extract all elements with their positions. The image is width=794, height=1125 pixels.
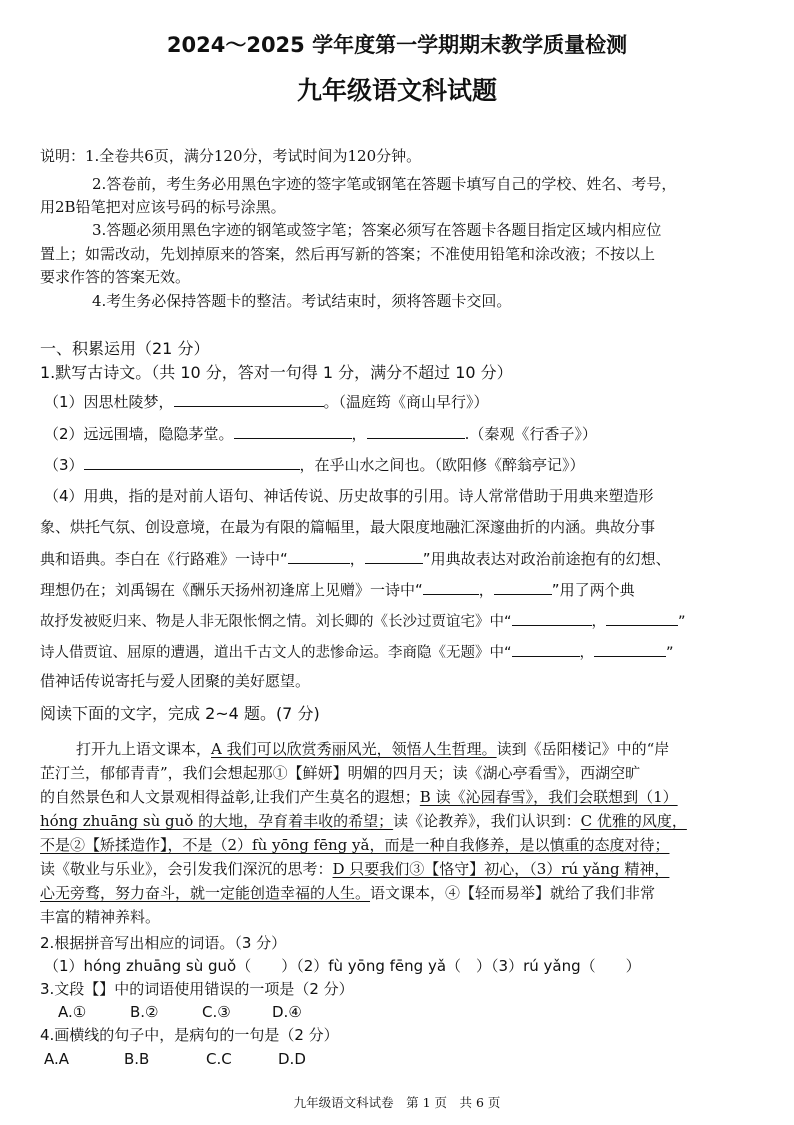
instruction-line-1: 说明：1.全卷共6页，满分120分，考试时间为120分钟。 (40, 147, 422, 165)
q1-4-line-6 (40, 640, 674, 664)
q1-4-line-1: （4）用典，指的是对前人语句、神话传说、历史故事的引用。诗人常常借助于用典来塑造形 (44, 487, 654, 505)
q3-option-b[interactable]: B.② (130, 1003, 159, 1021)
question-1-title: 1.默写古诗文。（共 10 分，答对一句得 1 分，满分不超过 10 分） (40, 363, 513, 382)
q4-option-a[interactable]: A.A (44, 1050, 70, 1068)
answer-blank[interactable] (512, 640, 580, 657)
q4-option-d[interactable]: D.D (278, 1050, 306, 1068)
q1-4-line-3 (40, 547, 671, 570)
passage-text: 的自然景色和人文景观相得益彰,让我们产生莫名的遐想； (40, 788, 420, 806)
q3-option-d[interactable]: D.④ (272, 1003, 302, 1021)
passage-line-6 (40, 858, 669, 880)
instruction-line-2: 2.答卷前，考生务必用黑色字迹的签字笔或钢笔在答题卡填写自己的学校、姓名、考号， (92, 175, 677, 193)
question-1-1 (44, 390, 489, 413)
underlined-sentence-d: D 只要我们③【恪守】初心，（3）rú yǎng 精神， (332, 860, 670, 878)
passage-text: 打开九上语文课本， (76, 740, 212, 758)
q1-4-line-6-tail: ” (666, 645, 674, 661)
q1-4-line-6-text: 诗人借贾谊、屈原的遭遇，道出千古文人的悲惨命运。李商隐《无题》中“ (40, 645, 512, 661)
comma: ， (579, 645, 595, 661)
q1-3-text-a: （3） (44, 456, 84, 474)
q1-4-line-5 (40, 609, 686, 633)
passage-line-2: 芷汀兰，郁郁青青”，我们会想起那①【鲜妍】明媚的四月天；读《湖心亭看雪》，西湖空旷 (40, 764, 641, 782)
instruction-line-6: 要求作答的答案无效。 (40, 268, 191, 286)
comma: ， (349, 550, 365, 568)
instruction-line-3: 用2B铅笔把对应该号码的标号涂黑。 (40, 198, 286, 216)
section-heading: 一、积累运用（21 分） (40, 339, 210, 358)
q1-4-line-5-text: 故抒发被贬归来、物是人非无限怅惘之情。刘长卿的《长沙过贾谊宅》中“ (40, 614, 512, 630)
passage-line-7 (40, 882, 655, 904)
q4-option-c[interactable]: C.C (206, 1050, 232, 1068)
passage-line-5 (40, 834, 669, 856)
q1-4-line-3-text: 典和语典。李白在《行路难》一诗中“ (40, 550, 288, 568)
question-2-items: （1）hóng zhuāng sù guǒ（ ）（2）fù yōng fēng yǎ（ ）（3）rú yǎng（ ） (44, 957, 641, 975)
question-1-2 (44, 422, 597, 445)
question-4-title: 4.画横线的句子中，是病句的一句是（2 分） (40, 1026, 339, 1044)
q1-4-line-2: 象、烘托气氛、创设意境，在最为有限的篇幅里，最大限度地融汇深邃曲折的内涵。典故分事 (40, 518, 656, 536)
answer-blank[interactable] (594, 640, 666, 657)
q1-1-text-b: 。（温庭筠《商山早行》） (323, 393, 489, 411)
answer-blank[interactable] (365, 547, 423, 564)
underlined-sentence-c-cont: 不是②【矫揉造作】，不是（2）fù yōng fēng yǎ，而是一种自我修养，是以慎重的态度对待； (40, 836, 670, 854)
passage-line-3 (40, 786, 678, 808)
q1-2-text-b: ， (351, 425, 367, 443)
passage-line-1 (76, 738, 669, 760)
q1-3-text-b: ，在乎山水之间也。（欧阳修《醉翁亭记》） (299, 456, 585, 474)
q4-option-b[interactable]: B.B (124, 1050, 150, 1068)
underlined-sentence-c: C 优雅的风度， (580, 812, 687, 830)
q1-2-text-c: .（秦观《行香子》） (464, 425, 597, 443)
answer-blank[interactable] (606, 609, 678, 626)
passage-text: 语文课本，④【轻而易举】就给了我们非常 (370, 884, 656, 902)
comma: ， (478, 581, 494, 599)
answer-blank[interactable] (367, 422, 465, 439)
passage-text: 读《论教养》，我们认识到： (393, 812, 581, 830)
passage-text: 读到《岳阳楼记》中的“岸 (496, 740, 670, 758)
question-3-title: 3.文段【】中的词语使用错误的一项是（2 分） (40, 980, 354, 998)
page-footer: 九年级语文科试卷 第 1 页 共 6 页 (293, 1095, 501, 1110)
instruction-line-4: 3.答题必须用黑色字迹的钢笔或签字笔；答案必须写在答题卡各题目指定区域内相应位 (92, 221, 662, 239)
q1-4-line-3-tail: ”用典故表达对政治前途抱有的幻想、 (422, 550, 671, 568)
answer-blank[interactable] (512, 609, 592, 626)
answer-blank[interactable] (234, 422, 352, 439)
question-2-title: 2.根据拼音写出相应的词语。（3 分） (40, 934, 287, 952)
comma: ， (591, 614, 607, 630)
q1-4-line-5-tail: ” (678, 614, 686, 630)
answer-blank[interactable] (174, 390, 324, 407)
underlined-sentence-b: B 读《沁园春雪》，我们会联想到（1） (419, 788, 678, 806)
q3-option-a[interactable]: A.① (58, 1003, 87, 1021)
underlined-sentence-a: A 我们可以欣赏秀丽风光，领悟人生哲理。 (211, 740, 497, 758)
q1-2-text-a: （2）远远围墙，隐隐茅堂。 (44, 425, 234, 443)
exam-title: 2024～2025 学年度第一学期期末教学质量检测 (166, 33, 628, 57)
answer-blank[interactable] (423, 578, 479, 595)
reading-heading: 阅读下面的文字，完成 2~4 题。(7 分) (40, 704, 320, 723)
passage-line-4 (40, 810, 687, 832)
q1-1-text-a: （1）因思杜陵梦， (44, 393, 174, 411)
instruction-line-7: 4.考生务必保持答题卡的整洁。考试结束时，须将答题卡交回。 (92, 292, 512, 310)
q3-option-c[interactable]: C.③ (202, 1003, 231, 1021)
q1-4-line-4-tail: ”用了两个典 (551, 581, 635, 599)
answer-blank[interactable] (494, 578, 552, 595)
q1-4-line-4 (40, 578, 635, 601)
q1-4-line-7: 借神话传说寄托与爱人团聚的美好愿望。 (40, 672, 311, 690)
underlined-sentence-b-cont: hóng zhuāng sù guǒ 的大地，孕育着丰收的希望； (40, 812, 394, 830)
answer-blank[interactable] (288, 547, 350, 564)
passage-line-8: 丰富的精神养料。 (40, 908, 161, 926)
question-1-3 (44, 453, 585, 476)
q1-4-line-4-text: 理想仍在；刘禹锡在《酬乐天扬州初逢席上见赠》一诗中“ (40, 581, 423, 599)
exam-subtitle: 九年级语文科试题 (296, 76, 497, 105)
instruction-line-5: 置上；如需改动，先划掉原来的答案，然后再写新的答案；不准使用铅笔和涂改液；不按以上 (40, 245, 656, 263)
underlined-sentence-d-cont: 心无旁骛，努力奋斗，就一定能创造幸福的人生。 (40, 884, 371, 902)
passage-text: 读《敬业与乐业》，会引发我们深沉的思考： (40, 860, 333, 878)
answer-blank[interactable] (84, 453, 300, 470)
